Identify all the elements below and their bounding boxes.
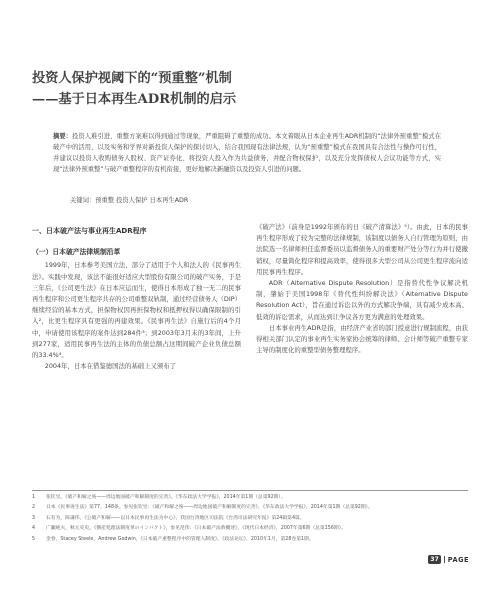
footnote-divider [32,490,468,491]
abstract [53,131,441,175]
footnote-number: 5 [32,536,36,542]
right-column [256,222,468,356]
footer-separator [444,556,445,563]
footnote [32,493,468,503]
footnotes [32,493,468,545]
body-paragraph: 《破产法》（前身是1992年颁布的日《破产清算法》⁵）。由此，日本的民事再生程序形成了较为完整的法律规制，该制度以债务人自行管理为原则，由法院选一名律师担任监督委员以监督债务人的重要财产处分等行为并行使撤销权，尽量简化程序和提高效率，使得很多大型公司从公司更生程序流向适用民事再生程序。 [256,223,468,276]
footnote-text: 金春，Stacey Steele，Andrew Godwin，《日本破产重整程序中的管理人制度》，《政法论坛》，2010年1月，第28卷第1期。 [46,536,314,542]
keywords-label: 关键词： [70,197,96,204]
footnote-text: 石有为，陈谦伟。《公破产和解——以日本民事再生法为中心》，我国台湾地区司法院《台湾司法研究年报》第24辑第4篇。 [46,515,305,521]
footnote [32,524,468,534]
footnote [32,535,468,545]
subsection-heading: （一）日本破产法律规制沿革 [32,248,121,257]
page-footer [428,555,469,564]
keywords [70,195,188,206]
body-paragraph: 日本事业再生ADR是指，由经济产业省的部门授意进行规制流程，由获得相关部门认定的事业再生实务家协会统筹的律师、会计师等破产重整专家主导的制度化的重整型债务整理程序。 [256,323,468,355]
section-heading: 一、日本破产法与事业再生ADR程序 [32,227,147,235]
keywords-text: 预重整 投资人保护 日本再生ADR [95,197,189,204]
footnote-number: 3 [32,515,36,521]
footnote-number: 1 [32,495,36,500]
footnote [32,514,468,524]
body-paragraph: 1999年，日本参考美国立法，部分了适用于个人和法人的《民事再生法》。实践中发现，该法不能很好适应大型股份有限公司的破产实务，于是三年后，《公司更生法》在日本应运而生，使得日本形成了独一无二的民事再生程序和公司更生程序共存的公司重整双轨制，通过经营债务人（DIP）继续经营的基本方式，担保物权因再担保物权和抵押权得以确保限制的引入²，比更生程序具有更强的再建效果。《民事再生法》自施行后的4个月中，申请使用该程序的案件达到284件³；到2003年3月末的3年间，上升到277家，适用民事再生法的主体的负债总额占这期间破产企业负债总额的33.4%⁴。 [32,261,241,360]
footnote-number: 2 [32,505,36,511]
left-column [32,222,241,372]
title-line-2: ——基于日本再生ADR机制的启示 [32,92,237,107]
abstract-text: 投资人难引进、重整方案难以得到通过等现象，严重阻碍了重整的成功。本文着眼从日本企业再生ADR机制的“法律外预重整”模式在破产中的活用，以及实务和学界对新投资人保护的探讨切入，结合我国现有法律法规，认为“预重整”模式在我国具有合法性与操作可行性，并建议以投资人收购债务人股权、资产证券化、将投资人投入作为共益债务，并配合物权保护，以及充分发挥债权人会议功能等方式，实现“法律外预重整”与破产重整程序的有机衔接，更好地解决新融资以及投资人引进的问题。 [53,133,441,173]
page-label: PAGE [447,555,469,564]
abstract-label: 摘要： [53,133,73,140]
footnote [32,503,468,513]
page-number: 37 [430,556,439,563]
footnote-text: 日本《民事再生法》第77、148条。参见张钦昱：《破产和解之殇——周边地国破产和解制度的完善》，《华东政法大学学报》，2014年第1期（总第92期）。 [46,505,373,511]
footnote-text: 广瀬純夫，秋元史史。《倒産処理法制度革のインパクト》，参见范伟：《日本破产法典概述》，《现代日本经济》，2007年第6期（总第156期）。 [46,526,346,532]
body-paragraph: ADR（Alternative Dispute Resolution）是指替代性争议解决机制，肇始于美国1998年《替代性纠纷解决法》（Alternative Dispute Resolution Act），旨在通过诉讼以外的方式解决争端，具有减少成本高、低效的诉讼需求，从而达到让争议各方更为满意的处理效果。 [256,279,468,321]
footnote-text: 张钦昱。《破产和解之殇——周边地国破产和解制度的完善》。《华东政法大学学报》，2014年第1期（总第92期）。 [46,495,286,500]
body-paragraph: 2004年，日本在借鉴德国法的基础上又颁布了 [44,362,177,371]
article-title [32,68,472,110]
footnote-number: 4 [32,526,36,532]
title-line-1: 投资人保护视阈下的“预重整”机制 [32,71,232,86]
